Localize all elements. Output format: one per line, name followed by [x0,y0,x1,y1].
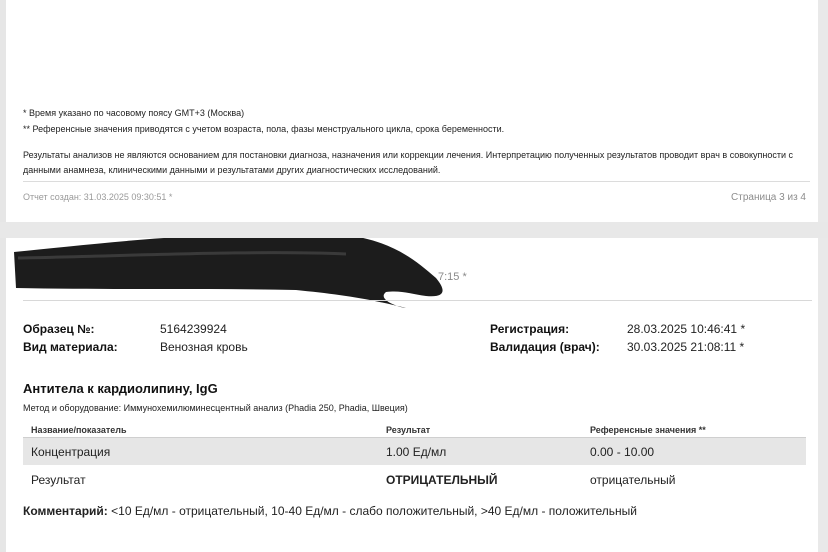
column-header-result: Результат [386,425,431,435]
registration-value: 28.03.2025 10:46:41 * [627,322,746,336]
page-gap [0,222,828,238]
comment-text: <10 Ед/мл - отрицательный, 10-40 Ед/мл - слабо положительный, >40 Ед/мл - положительный [111,504,637,518]
footnote-reference: ** Референсные значения приводятся с учетом возраста, пола, фазы менструального цикла, срока беременности. [23,124,505,134]
comment-line [23,504,637,518]
material-label: Вид материала: [23,340,118,354]
disclaimer-text: Результаты анализов не являются основанием для постановки диагноза, назначения или коррекции лечения. Интерпретацию полученных результатов проводит врач в совокупности с данными анамнеза, клиническими данными и результатами других диагностических исследований. [23,150,794,175]
row-result-name: Результат [31,473,86,487]
row-concentration-reference: 0.00 - 10.00 [590,445,655,459]
material-value: Венозная кровь [160,340,248,354]
redaction-stroke [14,238,443,308]
right-gutter [818,0,828,552]
row-concentration-result: 1.00 Ед/мл [386,445,447,459]
row-result-value: ОТРИЦАТЕЛЬНЫЙ [386,473,498,487]
page-3-bottom [6,0,818,222]
registration-label: Регистрация: [490,322,570,336]
redaction-mark [6,238,476,318]
test-title: Антитела к кардиолипину, IgG [23,381,218,396]
column-header-reference: Референсные значения ** [590,425,706,435]
page-number: Страница 3 из 4 [731,192,806,203]
header-divider [23,300,812,301]
row-result-reference: отрицательный [590,473,676,487]
sample-number-value: 5164239924 [160,322,227,336]
validation-label: Валидация (врач): [490,340,600,354]
footer-divider [23,181,810,182]
comment-label: Комментарий: [23,504,108,518]
page-4-top [6,238,818,552]
column-header-name: Название/показатель [31,425,127,435]
report-created: Отчет создан: 31.03.2025 09:30:51 * [23,192,173,202]
test-method: Метод и оборудование: Иммунохемилюминесцентный анализ (Phadia 250, Phadia, Швеция) [23,403,408,413]
validation-value: 30.03.2025 21:08:11 * [627,340,745,354]
footnote-timezone: * Время указано по часовому поясу GMT+3 (Москва) [23,108,245,118]
row-concentration-name: Концентрация [31,445,111,459]
header-time-tail: 7:15 * [438,271,467,283]
sample-number-label: Образец №: [23,322,95,336]
